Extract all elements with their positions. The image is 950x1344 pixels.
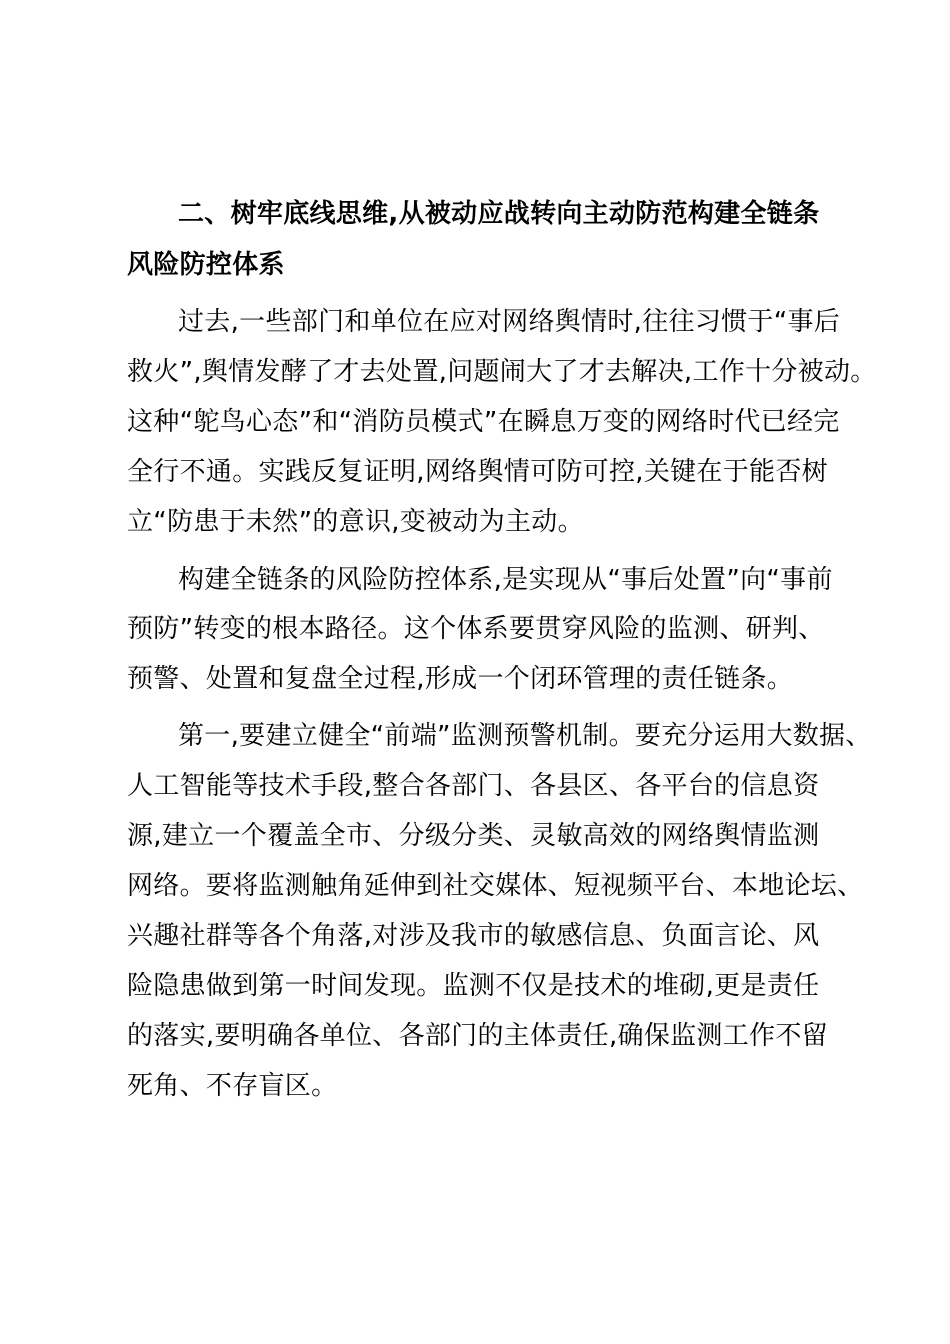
paragraph-3-line-5: 兴趣社群等各个角落,对涉及我市的敏感信息、负面言论、风 bbox=[127, 921, 820, 951]
paragraph-1-line-3: 这种“鸵鸟心态”和“消防员模式”在瞬息万变的网络时代已经完 bbox=[127, 407, 840, 437]
paragraph-2-line-3: 预警、处置和复盘全过程,形成一个闭环管理的责任链条。 bbox=[127, 664, 794, 694]
section-heading-line-2: 风险防控体系 bbox=[127, 250, 285, 280]
paragraph-3-line-3: 源,建立一个覆盖全市、分级分类、灵敏高效的网络舆情监测 bbox=[127, 821, 820, 851]
paragraph-3-line-7: 的落实,要明确各单位、各部门的主体责任,确保监测工作不留 bbox=[127, 1021, 828, 1051]
paragraph-3-line-6: 险隐患做到第一时间发现。监测不仅是技术的堆砌,更是责任 bbox=[127, 971, 820, 1001]
paragraph-3-line-1: 第一,要建立健全“前端”监测预警机制。要充分运用大数据、 bbox=[178, 721, 872, 751]
paragraph-3-line-4: 网络。要将监测触角延伸到社交媒体、短视频平台、本地论坛、 bbox=[127, 871, 864, 901]
paragraph-2-line-2: 预防”转变的根本路径。这个体系要贯穿风险的监测、研判、 bbox=[127, 614, 825, 644]
paragraph-3-line-8: 死角、不存盲区。 bbox=[127, 1071, 338, 1101]
paragraph-1-line-4: 全行不通。实践反复证明,网络舆情可防可控,关键在于能否树 bbox=[127, 457, 828, 487]
paragraph-3-line-2: 人工智能等技术手段,整合各部门、各县区、各平台的信息资 bbox=[127, 771, 820, 801]
section-heading-line-1: 二、树牢底线思维,从被动应战转向主动防范构建全链条 bbox=[178, 199, 820, 229]
paragraph-2-line-1: 构建全链条的风险防控体系,是实现从“事后处置”向“事前 bbox=[178, 565, 833, 595]
paragraph-1-line-1: 过去,一些部门和单位在应对网络舆情时,往往习惯于“事后 bbox=[178, 307, 841, 337]
paragraph-1-line-5: 立“防患于未然”的意识,变被动为主动。 bbox=[127, 507, 584, 537]
paragraph-1-line-2: 救火”,舆情发酵了才去处置,问题闹大了才去解决,工作十分被动。 bbox=[127, 357, 877, 387]
